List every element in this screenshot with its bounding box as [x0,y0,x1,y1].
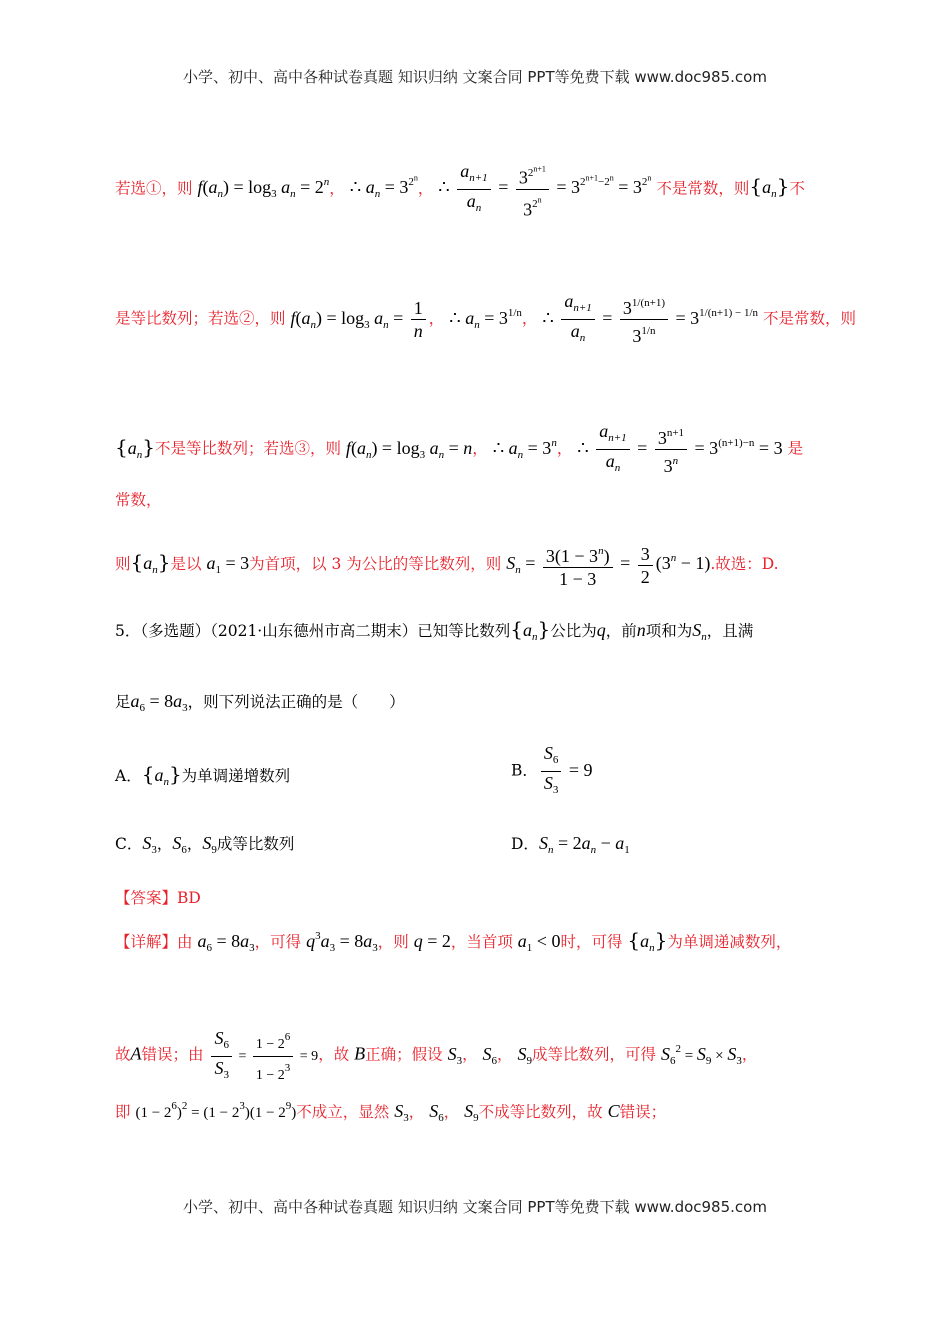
option-b: B． $\frac{S_6}{S_3}$ = 9 [511,743,593,796]
option-d: D．$S_n = 2a_n - a_1$ [511,833,630,856]
solution-line-5: 则$\{a_n\}$是以 $a_1 = 3$为首项，以 3 为公比的等比数列，则 $S_n$ = $\frac{3(1 - 3^n)}{1 - 3}$ = $\frac{3}{2}$ $(3^n - 1)$.故选：D. [115,540,779,590]
formula-f-an-log-3: $f(a_n) = \log_3 a_n = n$ [345,437,473,461]
option-a: A．$\{a_n\}$为单调递增数列 [115,762,291,788]
detail-line-1: 【详解】由 $a_6 = 8a_3$，可得 $q^3a_3 = 8a_3$，则 q = 2，当首项 $a_1 < 0$时，可得 $\{a_n\}$为单调递减数列， [115,928,792,954]
question-5-line-1: 5．（多选题）（2021·山东德州市高二期末）已知等比数列$\{a_n\}$公比为q，前n项和为$S_n$，且满 [115,617,754,643]
formula-an-value-3: ∴ $a_n = 3^n$ [492,436,557,461]
page-footer: 小学、初中、高中各种试卷真题 知识归纳 文案合同 PPT等免费下载 www.doc985.com [183,1198,767,1216]
formula-ratio-2: ∴ $\frac{a_{n+1}}{a_n}$ = $\frac{3^{1/(n+1)}}{3^{1/n}}$ = $3^{1/(n+1) - 1/n}$ [542,291,759,346]
solution-line-3: $\{a_n\}$不是等比数列；若选③，则 $f(a_n) = \log_3 a_n = n$， ∴ $a_n = 3^n$， ∴ $\frac{a_{n+1}}{a_n}$ = $\frac{3^{n+1}}{3^n}$ = $3^{(n+1)-n} = 3$ 是 [115,421,804,476]
formula-an-value-2: ∴ $a_n = 3^{1/n}$ [449,306,522,331]
formula-ratio-3: ∴ $\frac{a_{n+1}}{a_n}$ = $\frac{3^{n+1}}{3^n}$ = $3^{(n+1)-n} = 3$ [577,421,783,476]
option-c: C．$S_3$，$S_6$，$S_9$成等比数列 [115,833,295,856]
detail-line-3: 即 $(1 - 2^6)^2 = (1 - 2^3)(1 - 2^9)$不成立，显然 $S_3$， $S_6$， $S_9$不成等比数列，故 C错误； [115,1100,667,1124]
formula-ratio: ∴ $\frac{a_{n+1}}{a_n}$ = $\frac{3^{2^{n+1}}}{3^{2^n}}$ = $3^{2^{n+1}-2^n} = 3^{2^n}$ [438,177,651,197]
question-5-line-2: 足$a_6 = 8a_3$，则下列说法正确的是（ ） [115,691,405,714]
formula-an-value: ∴ $a_n = 3^{2^n}$ [349,173,418,201]
answer-line: 【答案】BD [115,889,201,907]
solution-line-1: 若选①，则 $f(a_n) = \log_3 a_n = 2^n$， ∴ $a_n = 3^{2^n}$， ∴ $\frac{a_{n+1}}{a_n}$ = $\frac{3^{2^{n+1}}}{3^{2^n}}$ = $3^{2^{n+1}-2^n} = 3^{2^n}$ 不是常数，则$\{a_n\}$不 [115,158,805,220]
detail-line-2: 故A错误；由 $\frac{S_6}{S_3}$ = $\frac{1 - 2^6}{1 - 2^3}$ = 9，故 B正确；假设 $S_3$， $S_6$， $S_9$成等比数列，可得 $S_6^2 = S_9 \times S_3$， [115,1028,758,1083]
page-header: 小学、初中、高中各种试卷真题 知识归纳 文案合同 PPT等免费下载 www.doc985.com [183,68,767,86]
solution-line-4: 常数， [115,491,162,509]
solution-line-2: 是等比数列；若选②，则 $f(a_n) = \log_3 a_n$ = $\frac{1}{n}$ ， ∴ $a_n = 3^{1/n}$， ∴ $\frac{a_{n+1}}{a_n}$ = $\frac{3^{1/(n+1)}}{3^{1/n}}$ = $3^{1/(n+1) - 1/n}$ 不是常数，则 [115,291,856,346]
formula-f-an-log-2: $f(a_n) = \log_3 a_n$ = $\frac{1}{n}$ [290,308,428,328]
formula-f-an-log: $f(a_n) = \log_3 a_n = 2^n$ [197,176,330,201]
formula-sn: $S_n$ = $\frac{3(1 - 3^n)}{1 - 3}$ = $\frac{3}{2}$ $(3^n - 1)$ [506,553,710,573]
